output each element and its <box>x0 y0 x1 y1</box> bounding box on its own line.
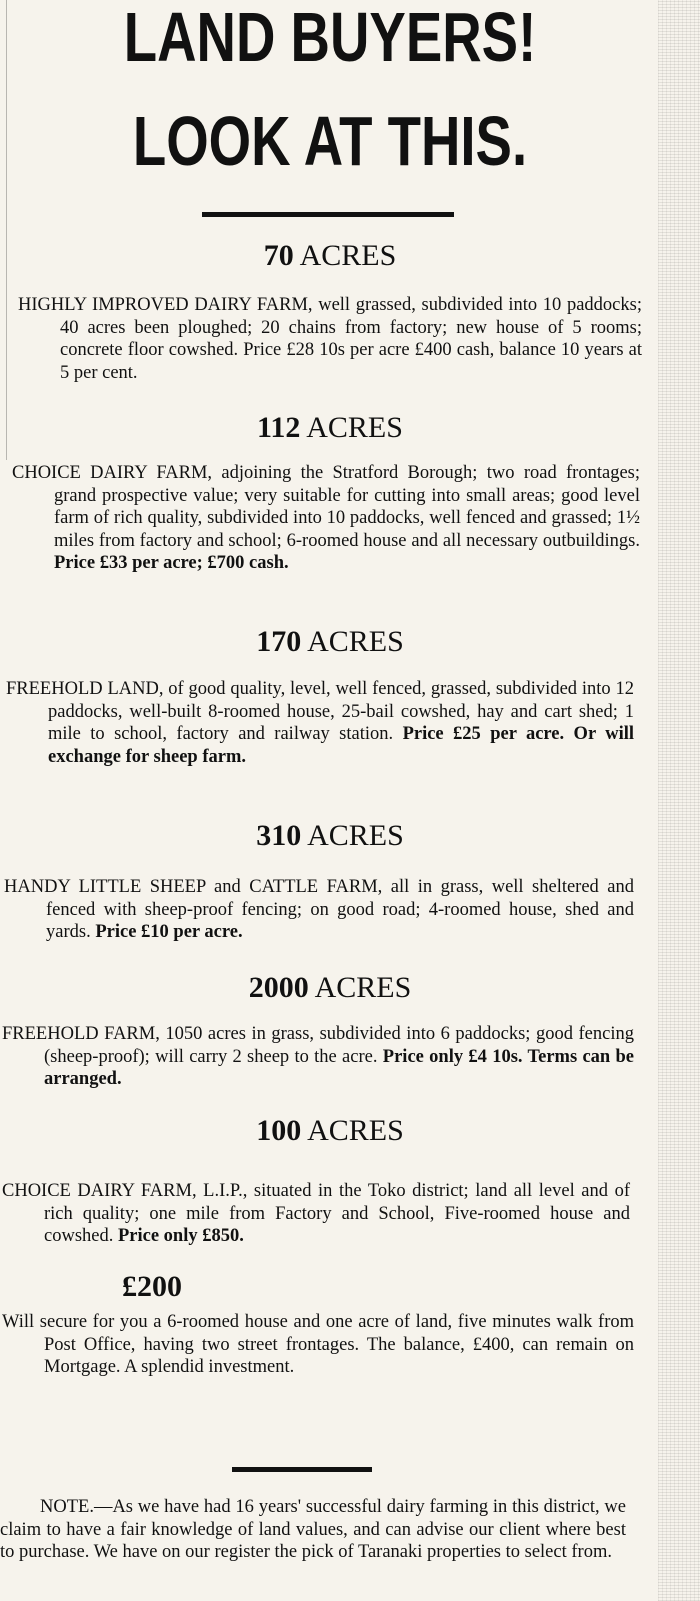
acres-number: 310 <box>256 819 302 852</box>
offer-description <box>2 1311 634 1379</box>
acres-unit: ACRES <box>307 625 404 658</box>
listing-description-310 <box>4 876 634 944</box>
listing-description-2000 <box>2 1023 635 1091</box>
listing-text: CHOICE DAIRY FARM, adjoining the Stratford Borough; two road frontages; grand prospective value; very suitable for cutting into small areas; good level farm of rich quality, subdivided into 10 paddocks, well fenced and grassed; 1½ miles from factory and school; 6-roomed house and all necessary outbuildings. <box>12 463 640 551</box>
headline-line-1: LAND BUYERS! <box>123 0 537 76</box>
acres-number: 70 <box>263 239 294 272</box>
scan-edge <box>658 0 700 1601</box>
acres-unit: ACRES <box>299 239 397 272</box>
acres-unit: ACRES <box>307 1114 404 1147</box>
listing-price: Price only £850. <box>117 1226 244 1246</box>
note-paragraph: NOTE.—As we have had 16 years' successful dairy farming in this district, we claim to have a fair knowledge of land values, and can advise our client where best to purchase. We have on our register the pick of Taranaki properties to select from. <box>0 1497 626 1562</box>
listing-text: HANDY LITTLE SHEEP and CATTLE FARM, all in grass, well sheltered and fenced with sheep-proof fencing; on good road; 4-roomed house, shed and yards. <box>4 877 634 942</box>
acres-unit: ACRES <box>307 819 404 852</box>
acres-unit: ACRES <box>306 411 403 444</box>
listing-heading-70 <box>0 240 660 272</box>
listing-heading-170 <box>0 626 660 658</box>
headline-line-2: LOOK AT THIS. <box>132 102 528 180</box>
listing-heading-100 <box>0 1115 660 1147</box>
listing-price: Price only £4 10s. Terms can be arranged. <box>44 1046 635 1089</box>
listing-price: Price £33 per acre; £700 cash. <box>54 553 289 573</box>
column-rule <box>6 0 7 460</box>
acres-number: 100 <box>256 1114 302 1147</box>
listing-text: CHOICE DAIRY FARM, L.I.P., situated in the Toko district; land all level and of rich quality; one mile from Factory and School, Five-roomed house and cowshed. <box>2 1181 630 1246</box>
listing-description-170 <box>6 678 635 768</box>
listing-price: Price £10 per acre. <box>95 922 243 942</box>
listing-price: Price £25 per acre. Or will exchange for sheep farm. <box>48 724 635 767</box>
divider-bottom <box>232 1467 372 1472</box>
acres-number: 2000 <box>248 971 309 1004</box>
listing-text: HIGHLY IMPROVED DAIRY FARM, well grassed, subdivided into 10 paddocks; 40 acres been ploughed; 20 chains from factory; new house of 5 rooms; concrete floor cowshed. Price £28 10s per acre £400 cash, balance 10 years at 5 per cent. <box>18 295 642 383</box>
acres-number: 170 <box>256 625 302 658</box>
listing-description-112 <box>12 462 640 575</box>
listing-text: FREEHOLD LAND, of good quality, level, well fenced, grassed, subdivided into 12 paddocks, well-built 8-roomed house, 25-bail cowshed, hay and cart shed; 1 mile to school, factory and railway station. <box>6 679 634 744</box>
divider-top <box>202 212 454 217</box>
listing-text: FREEHOLD FARM, 1050 acres in grass, subdivided into 6 paddocks; good fencing (sheep-proof); will carry 2 sheep to the acre. <box>2 1024 634 1067</box>
acres-unit: ACRES <box>314 971 412 1004</box>
listing-description-70 <box>18 294 642 384</box>
acres-number: 112 <box>257 411 301 444</box>
listing-description-100 <box>2 1180 630 1248</box>
listing-heading-310 <box>0 820 660 852</box>
listing-heading-2000 <box>0 972 660 1004</box>
offer-text: Will secure for you a 6-roomed house and one acre of land, five minutes walk from Post Office, having two street frontages. The balance, £400, can remain on Mortgage. A splendid investment. <box>2 1312 634 1377</box>
offer-amount: £200 <box>122 1270 182 1303</box>
listing-heading-112 <box>0 412 660 444</box>
